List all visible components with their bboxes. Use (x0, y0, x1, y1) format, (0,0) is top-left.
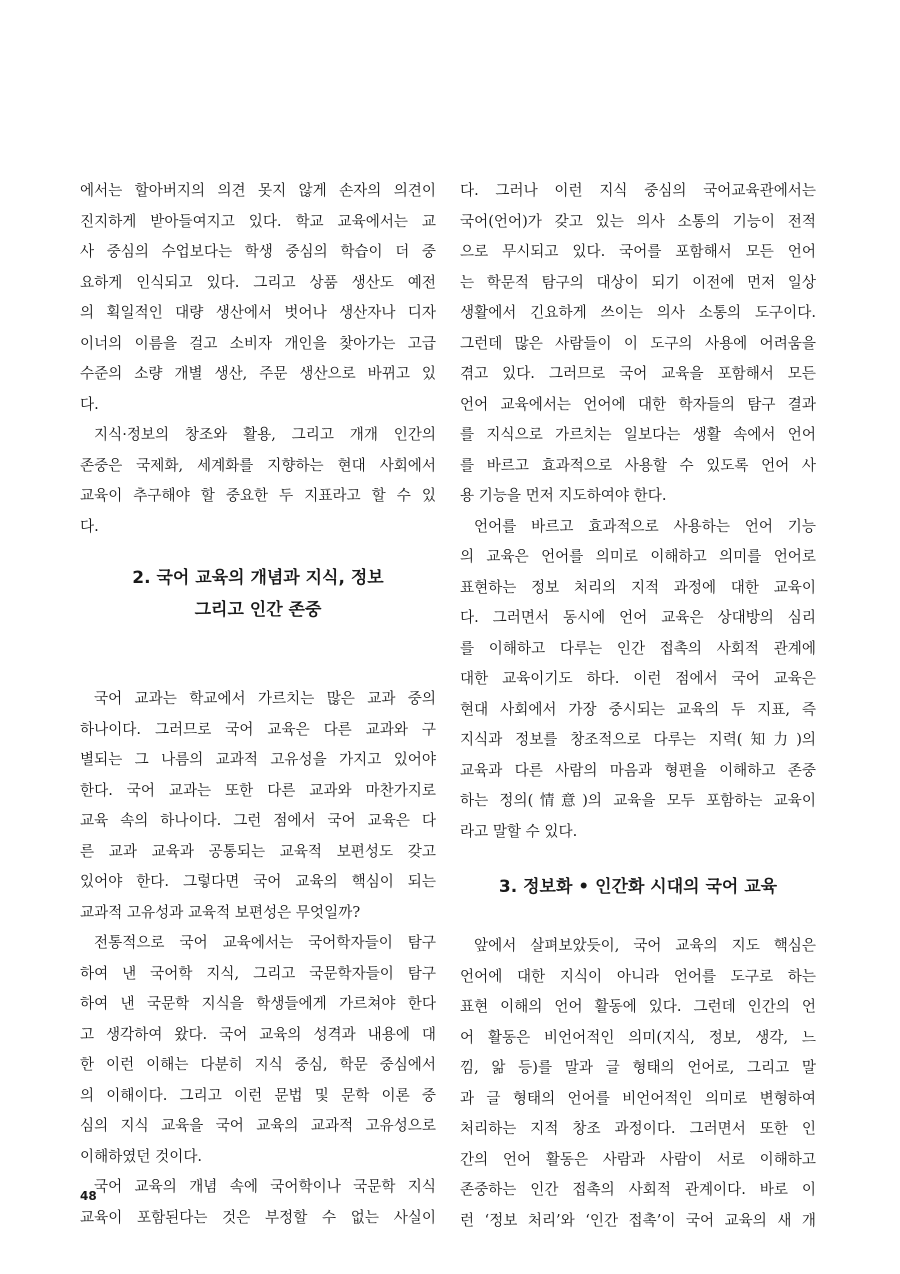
text-line: 사 중심의 수업보다는 학생 중심의 학습이 더 중 (80, 243, 436, 260)
text-line: 른 교과 교육과 공통되는 교육적 보편성도 갖고 (80, 842, 436, 860)
text-line: 처리하는 지적 창조 과정이다. 그러면서 또한 인 (460, 1120, 816, 1137)
paragraph (460, 931, 816, 1236)
text-line: 심의 지식 교육을 국어 교육의 교과적 고유성으로 (80, 1117, 436, 1134)
text-line: 라고 말할 수 있다. (460, 822, 578, 840)
text-line: 언어를 바르고 효과적으로 사용하는 언어 기능 (474, 517, 816, 535)
text-line: 진지하게 받아들여지고 있다. 학교 교육에서는 교 (80, 212, 436, 230)
text-line: 하여 낸 국어학 지식, 그리고 국문학자들이 탐구 (80, 964, 436, 982)
spacer (80, 626, 436, 684)
text-line: 는 학문적 탐구의 대상이 되기 이전에 먼저 일상 (460, 273, 816, 291)
text-line: 전통적으로 국어 교육에서는 국어학자들이 탐구 (94, 934, 436, 951)
text-line: 존중은 국제화, 세계화를 지향하는 현대 사회에서 (80, 456, 436, 474)
paragraph (460, 176, 816, 512)
text-line: 국어(언어)가 갖고 있는 의사 소통의 기능이 전적 (460, 212, 816, 230)
text-line: 런 ‘정보 처리’와 ‘인간 접촉’이 국어 교육의 새 개 (460, 1211, 816, 1229)
page-number: 48 (80, 1189, 97, 1203)
text-line: 지식과 정보를 창조적으로 다루는 지력(知力)의 (460, 731, 816, 748)
text-line: 언어 교육에서는 언어에 대한 학자들의 탐구 결과 (460, 395, 816, 413)
text-line: 의 이해이다. 그리고 이런 문법 및 문학 이론 중 (80, 1086, 436, 1104)
text-line: 에서는 할아버지의 의견 못지 않게 손자의 의견이 (80, 182, 436, 199)
text-line: 다. (80, 395, 99, 413)
right-column (460, 176, 816, 1236)
text-line: 교육과 다른 사람의 마음과 형편을 이해하고 존중 (460, 761, 816, 779)
text-line: 지식·정보의 창조와 활용, 그리고 개개 인간의 (94, 426, 436, 443)
text-line: 간의 언어 활동은 사람과 사람이 서로 이해하고 (460, 1150, 816, 1168)
text-line: 교과적 고유성과 교육적 보편성은 무엇일까? (80, 903, 361, 921)
text-line: 다. 그러나 이런 지식 중심의 국어교육관에서는 (460, 182, 816, 199)
text-line: 교육이 포함된다는 것은 부정할 수 없는 사실이 (80, 1208, 436, 1226)
text-line: 하는 정의(情意)의 교육을 모두 포함하는 교육이 (460, 792, 816, 809)
text-line: 하여 낸 국문학 지식을 학생들에게 가르쳐야 한다 (80, 995, 436, 1012)
section-heading-line: 2. 국어 교육의 개념과 지식, 정보 (132, 568, 384, 588)
paragraph (80, 684, 436, 928)
text-line: 하나이다. 그러므로 국어 교육은 다른 교과와 구 (80, 720, 436, 738)
text-line: 어 활동은 비언어적인 의미(지식, 정보, 생각, 느 (460, 1028, 816, 1046)
text-line: 다. 그러면서 동시에 언어 교육은 상대방의 심리 (460, 609, 816, 626)
text-line: 한 이런 이해는 다분히 지식 중심, 학문 중심에서 (80, 1056, 436, 1073)
text-line: 언어에 대한 지식이 아니라 언어를 도구로 하는 (460, 967, 816, 985)
text-line: 를 지식으로 가르치는 일보다는 생활 속에서 언어 (460, 426, 816, 443)
text-line: 용 기능을 먼저 지도하여야 한다. (460, 487, 667, 504)
spacer (80, 542, 436, 562)
paragraph (80, 1172, 436, 1233)
text-line: 있어야 한다. 그렇다면 국어 교육의 핵심이 되는 (80, 873, 436, 890)
text-line: 고 생각하여 왔다. 국어 교육의 성격과 내용에 대 (80, 1025, 436, 1043)
text-line: 낌, 앎 등)를 말과 글 형태의 언어로, 그리고 말 (460, 1059, 816, 1076)
text-line: 으로 무시되고 있다. 국어를 포함해서 모든 언어 (460, 243, 816, 260)
section-heading-line: 그리고 인간 존중 (194, 600, 322, 620)
text-line: 대한 교육이기도 하다. 이런 점에서 국어 교육은 (460, 670, 816, 687)
left-column (80, 176, 436, 1233)
spacer (460, 847, 816, 871)
text-line: 과 글 형태의 언어를 비언어적인 의미로 변형하여 (460, 1089, 816, 1107)
section-heading-line: 3. 정보화 • 인간화 시대의 국어 교육 (498, 877, 778, 897)
text-line: 다. (80, 517, 99, 535)
section-heading (460, 871, 816, 903)
paragraph (80, 928, 436, 1172)
spacer (460, 903, 816, 931)
text-line: 겪고 있다. 그러므로 국어 교육을 포함해서 모든 (460, 365, 816, 382)
paragraph (80, 420, 436, 542)
text-line: 표현하는 정보 처리의 지적 과정에 대한 교육이 (460, 578, 816, 596)
text-line: 한다. 국어 교과는 또한 다른 교과와 마찬가지로 (80, 781, 436, 799)
paragraph (80, 176, 436, 420)
text-line: 를 바르고 효과적으로 사용할 수 있도록 언어 사 (460, 456, 816, 474)
text-line: 별되는 그 나름의 교과적 고유성을 가지고 있어야 (80, 751, 436, 768)
text-line: 국어 교과는 학교에서 가르치는 많은 교과 중의 (94, 690, 436, 707)
text-line: 교육이 추구해야 할 중요한 두 지표라고 할 수 있 (80, 487, 436, 504)
text-line: 표현 이해의 언어 활동에 있다. 그런데 인간의 언 (460, 998, 816, 1015)
text-line: 를 이해하고 다루는 인간 접촉의 사회적 관계에 (460, 639, 816, 657)
paragraph (460, 512, 816, 848)
text-line: 의 획일적인 대량 생산에서 벗어나 생산자나 디자 (80, 304, 436, 321)
text-line: 의 교육은 언어를 의미로 이해하고 의미를 언어로 (460, 548, 816, 565)
text-line: 교육 속의 하나이다. 그런 점에서 국어 교육은 다 (80, 812, 436, 829)
text-line: 현대 사회에서 가장 중시되는 교육의 두 지표, 즉 (460, 700, 816, 718)
text-line: 존중하는 인간 접촉의 사회적 관계이다. 바로 이 (460, 1181, 816, 1198)
text-line: 그런데 많은 사람들이 이 도구의 사용에 어려움을 (460, 334, 816, 352)
text-line: 생활에서 긴요하게 쓰이는 의사 소통의 도구이다. (460, 304, 816, 321)
text-line: 수준의 소량 개별 생산, 주문 생산으로 바뀌고 있 (80, 365, 436, 382)
text-line: 국어 교육의 개념 속에 국어학이나 국문학 지식 (94, 1178, 436, 1195)
text-line: 앞에서 살펴보았듯이, 국어 교육의 지도 핵심은 (474, 937, 816, 954)
text-line: 요하게 인식되고 있다. 그리고 상품 생산도 예전 (80, 273, 436, 291)
section-heading (80, 562, 436, 626)
text-line: 이해하였던 것이다. (80, 1147, 203, 1165)
text-line: 이너의 이름을 걸고 소비자 개인을 찾아가는 고급 (80, 334, 436, 352)
